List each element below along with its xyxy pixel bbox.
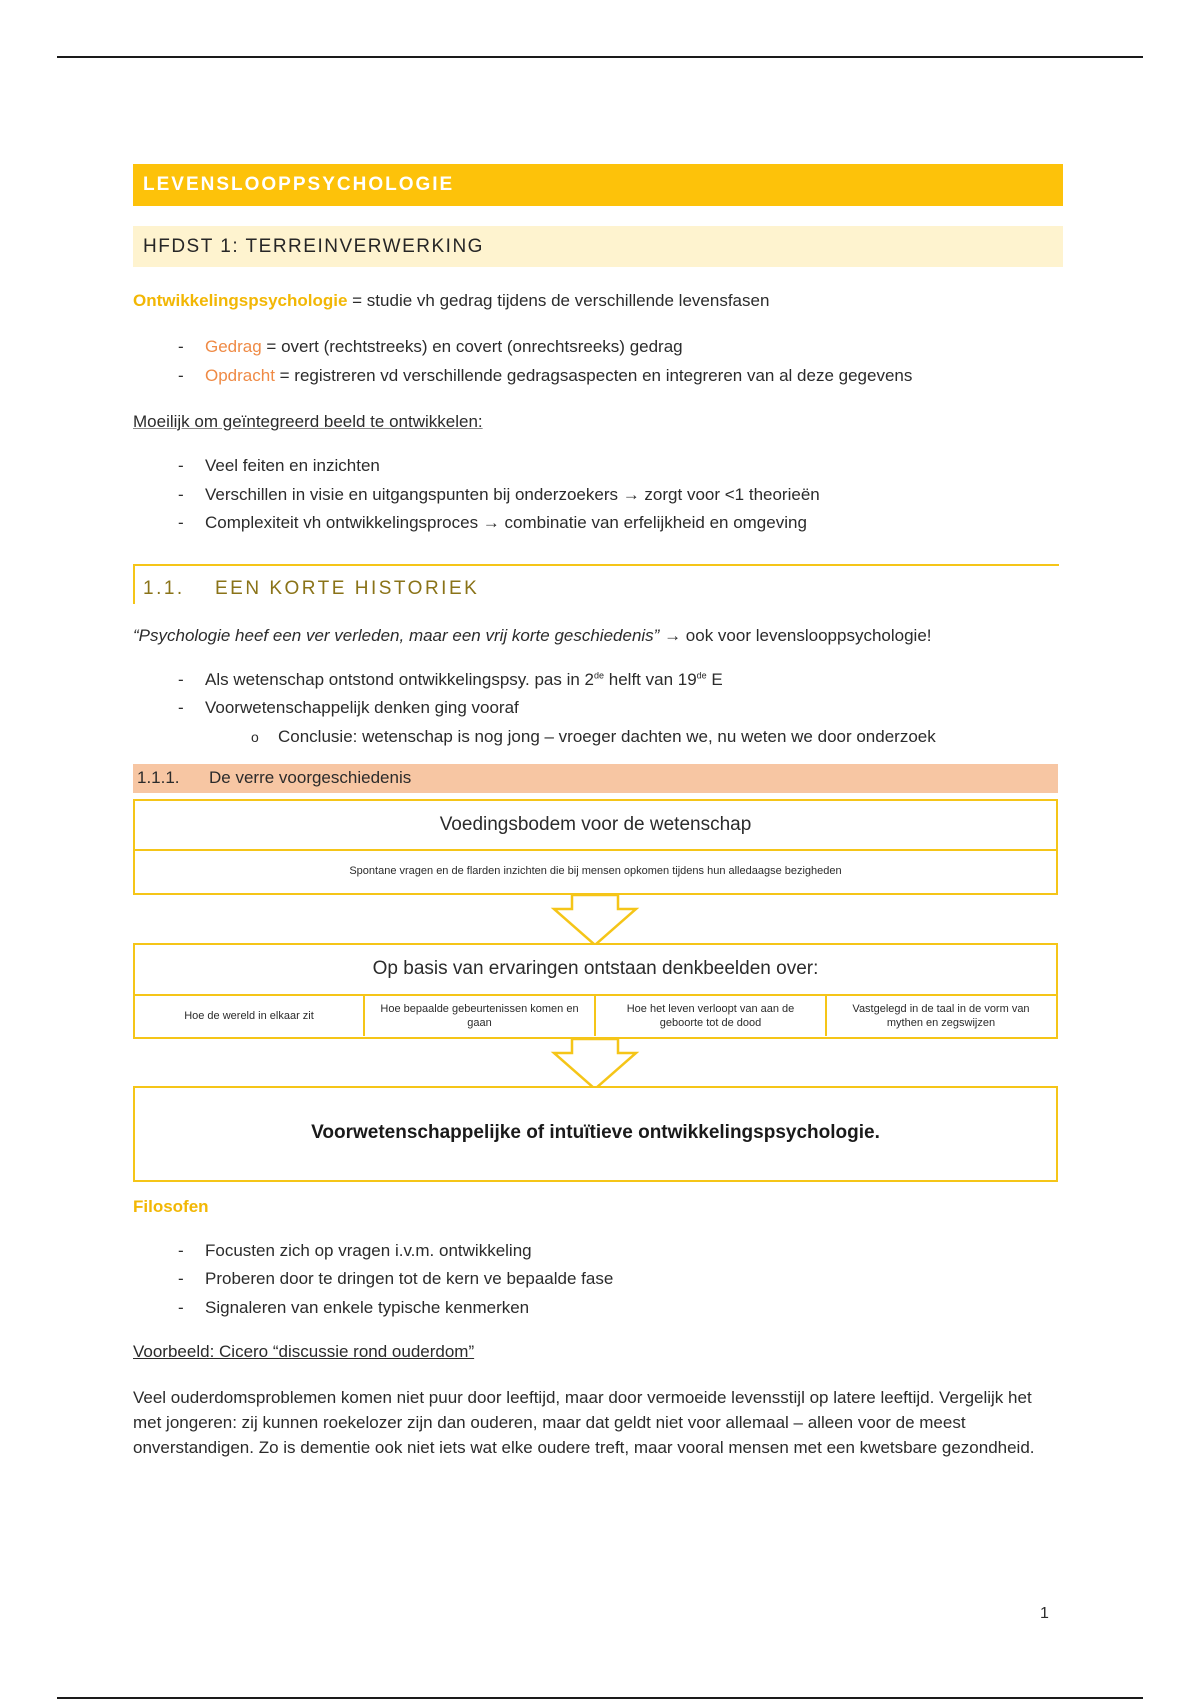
history-sublist <box>133 723 1063 751</box>
definition <box>133 289 1063 313</box>
quote <box>133 624 1063 648</box>
subsection-heading <box>133 764 1058 793</box>
item-term: Opdracht <box>205 365 275 385</box>
list-item: - Proberen door te dringen tot de kern ve bepaalde fase <box>133 1265 1063 1294</box>
diagram-box-foundation <box>133 799 1058 895</box>
ideas-cell: Hoe bepaalde gebeurtenissen komen en gaan <box>365 996 596 1036</box>
definition-term: Ontwikkelingspsychologie <box>133 291 348 310</box>
foundation-text: Spontane vragen en de flarden inzichten die bij mensen opkomen tijdens hun alledaagse bezigheden <box>349 865 842 877</box>
diagram-box-conclusion <box>133 1086 1058 1182</box>
philosophers-list <box>133 1237 1063 1323</box>
subsection-title: De verre voorgeschiedenis <box>209 768 412 787</box>
section-number: 1.1. <box>143 577 185 599</box>
page-number: 1 <box>1040 1605 1049 1622</box>
ideas-title: Op basis van ervaringen ontstaan denkbeelden over: <box>135 945 1056 996</box>
section-title: EEN KORTE HISTORIEK <box>215 577 480 599</box>
foundation-title: Voedingsbodem voor de wetenschap <box>135 801 1056 851</box>
definition-text: = studie vh gedrag tijdens de verschillende levensfasen <box>347 291 770 310</box>
conclusion-text: Voorwetenschappelijke of intuïtieve ontwikkelingspsychologie. <box>311 1122 880 1143</box>
example-heading: Voorbeeld: Cicero “discussie rond ouderdom” <box>133 1342 475 1361</box>
list-item <box>133 333 1063 362</box>
history-diagram <box>133 799 1063 1189</box>
quote-rest: → ook voor levenslooppsychologie! <box>659 625 932 645</box>
item-text: = overt (rechtstreeks) en covert (onrechtsreeks) gedrag <box>261 337 683 356</box>
example-text: Veel ouderdomsproblemen komen niet puur door leeftijd, maar door vermoeide levensstijl op latere leeftijd. Vergelijk het met jongeren: zij kunnen roekelozer zijn dan ouderen, maar dat geldt niet voor allemaal – alleen voor de meest onverstandigen. Zo is dementie ook niet iets wat elke oudere treft, maar vooral mensen met een kwetsbare gezondheid. <box>133 1388 1035 1457</box>
ideas-cell: Hoe het leven verloopt van aan de geboorte tot de dood <box>596 996 827 1036</box>
ideas-cell: Hoe de wereld in elkaar zit <box>135 996 365 1036</box>
item-text: = registreren vd verschillende gedragsaspecten en integreren van al deze gegevens <box>274 365 913 385</box>
item-text: Als wetenschap ontstond ontwikkelingspsy. pas in 2 <box>205 669 595 689</box>
subsection-number: 1.1.1. <box>137 768 180 787</box>
bottom-rule <box>57 1697 1143 1699</box>
item-text: E <box>706 669 723 689</box>
down-arrow-icon <box>550 895 640 947</box>
sub-list-item: o Conclusie: wetenschap is nog jong – vroeger dachten we, nu weten we door onderzoek <box>133 723 1063 751</box>
section-heading <box>133 564 1059 604</box>
philosophers-heading: Filosofen <box>133 1196 209 1216</box>
top-rule <box>57 56 1143 58</box>
chapter-heading: HFDST 1: TERREINVERWERKING <box>133 226 1063 267</box>
quote-text: “Psychologie heef een ver verleden, maar een vrij korte geschiedenis” <box>133 625 660 645</box>
difficulty-list <box>133 452 1063 538</box>
down-arrow-icon <box>550 1039 640 1091</box>
list-item: - Verschillen in visie en uitgangspunten bij onderzoekers → zorgt voor <1 theorieën <box>133 481 1063 510</box>
superscript: de <box>696 669 707 680</box>
document-title: LEVENSLOOPPSYCHOLOGIE <box>133 164 1063 206</box>
superscript: de <box>594 669 605 680</box>
difficulty-heading: Moeilijk om geïntegreerd beeld te ontwikkelen: <box>133 412 483 431</box>
page-content <box>133 164 1063 1460</box>
list-item <box>133 362 1063 391</box>
list-item: - Signaleren van enkele typische kenmerken <box>133 1294 1063 1323</box>
list-item: - Voorwetenschappelijk denken ging vooraf <box>133 694 1063 723</box>
item-term: Gedrag <box>205 337 262 356</box>
history-list <box>133 666 1063 723</box>
definition-list <box>133 333 1063 390</box>
list-item: - Focusten zich op vragen i.v.m. ontwikkeling <box>133 1237 1063 1266</box>
list-item <box>133 666 1063 695</box>
list-item: - Veel feiten en inzichten <box>133 452 1063 481</box>
diagram-box-ideas <box>133 943 1058 1039</box>
item-text: helft van 19 <box>604 669 697 689</box>
ideas-cell: Vastgelegd in de taal in de vorm van mythen en zegswijzen <box>852 1002 1030 1029</box>
list-item: - Complexiteit vh ontwikkelingsproces → combinatie van erfelijkheid en omgeving <box>133 509 1063 538</box>
